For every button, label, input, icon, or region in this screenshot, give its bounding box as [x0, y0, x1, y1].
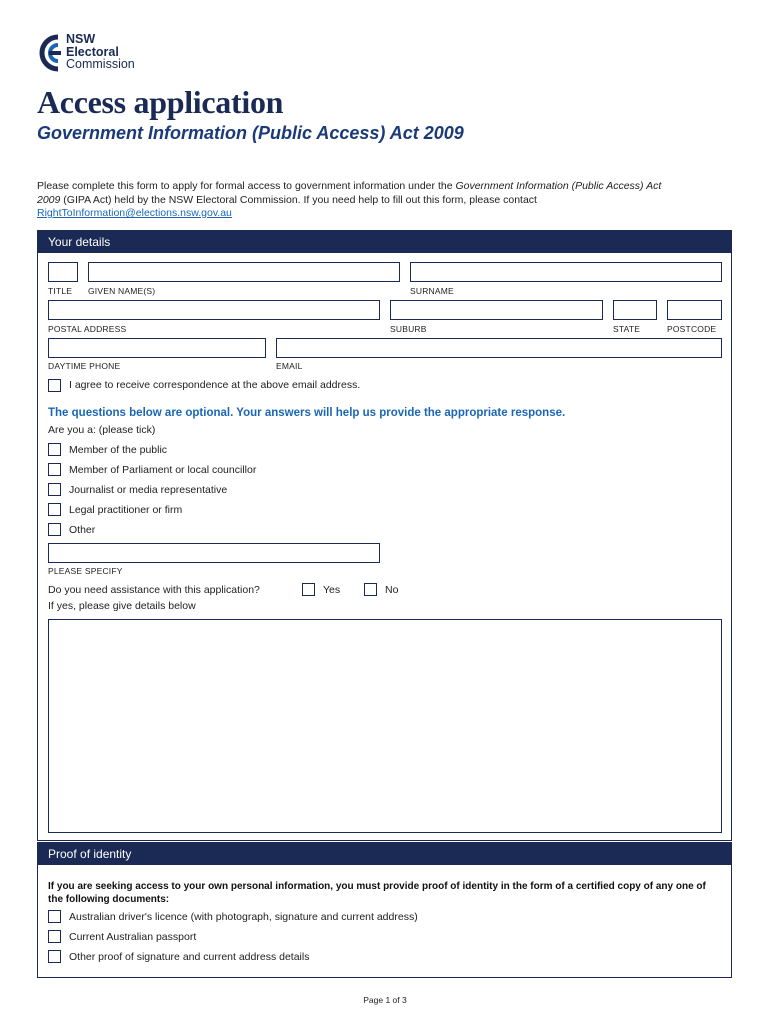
proof-option-label: Other proof of signature and current address details — [69, 951, 310, 963]
please-specify-label: PLEASE SPECIFY — [48, 566, 123, 576]
logo-text — [66, 33, 135, 71]
suburb-label: SUBURB — [390, 324, 427, 334]
option-label: Other — [69, 524, 96, 536]
logo-line-2: Electoral — [66, 44, 119, 59]
proof-option-label: Australian driver's licence (with photograph, signature and current address) — [69, 911, 418, 923]
postal-address-label: POSTAL ADDRESS — [48, 324, 127, 334]
surname-label: SURNAME — [410, 286, 454, 296]
title-label: TITLE — [48, 286, 73, 296]
legal-practitioner-checkbox[interactable] — [48, 503, 61, 516]
proof-note: If you are seeking access to your own personal information, you must provide proof of identity in the form of a certified copy of any one of the following documents: — [48, 881, 706, 905]
state-label: STATE — [613, 324, 641, 334]
page-number: Page 1 of 3 — [363, 995, 407, 1005]
your-details-section — [37, 230, 732, 841]
agree-email-label: I agree to receive correspondence at the above email address. — [69, 379, 361, 391]
option-label: Legal practitioner or firm — [69, 504, 183, 516]
journalist-checkbox[interactable] — [48, 483, 61, 496]
page-title: Access application — [37, 84, 284, 120]
nsw-electoral-commission-logo-icon — [36, 33, 66, 73]
daytime-phone-label: DAYTIME PHONE — [48, 361, 121, 371]
email-label: EMAIL — [276, 361, 303, 371]
optional-questions-heading: The questions below are optional. Your answers will help us provide the appropriate response. — [48, 407, 566, 419]
assistance-yes-label: Yes — [323, 584, 341, 596]
if-yes-prompt: If yes, please give details below — [48, 600, 196, 612]
given-names-label: GIVEN NAME(S) — [88, 286, 156, 296]
state-field[interactable] — [613, 300, 657, 320]
email-field[interactable] — [276, 338, 722, 358]
postcode-field[interactable] — [667, 300, 722, 320]
postcode-label: POSTCODE — [667, 324, 717, 334]
proof-option-label: Current Australian passport — [69, 931, 197, 943]
passport-checkbox[interactable] — [48, 930, 61, 943]
suburb-field[interactable] — [390, 300, 603, 320]
contact-email-link[interactable]: RightToInformation@elections.nsw.gov.au — [37, 207, 232, 219]
assistance-question: Do you need assistance with this application? — [48, 584, 260, 596]
please-specify-field[interactable] — [48, 543, 380, 563]
page-subtitle: Government Information (Public Access) Act 2009 — [37, 123, 464, 143]
option-label: Journalist or media representative — [69, 484, 228, 496]
intro-text-1: Please complete this form to apply for formal access to government information under the — [37, 180, 456, 192]
assistance-no-checkbox[interactable] — [364, 583, 377, 596]
intro-act-name: Government Information (Public Access) Act 2009 — [37, 180, 662, 206]
option-label: Member of the public — [69, 444, 168, 456]
logo-line-1: NSW — [66, 32, 96, 46]
drivers-licence-checkbox[interactable] — [48, 910, 61, 923]
surname-field[interactable] — [410, 262, 722, 282]
member-of-public-checkbox[interactable] — [48, 443, 61, 456]
given-names-field[interactable] — [88, 262, 400, 282]
are-you-prompt: Are you a: (please tick) — [48, 424, 156, 436]
member-of-parliament-checkbox[interactable] — [48, 463, 61, 476]
option-label: Member of Parliament or local councillor — [69, 464, 257, 476]
postal-address-field[interactable] — [48, 300, 380, 320]
logo-line-3: Commission — [66, 57, 135, 71]
agree-email-checkbox[interactable] — [48, 379, 61, 392]
assistance-details-textarea[interactable] — [48, 619, 722, 833]
proof-of-identity-heading: Proof of identity — [38, 843, 731, 865]
other-proof-checkbox[interactable] — [48, 950, 61, 963]
your-details-heading: Your details — [38, 231, 731, 253]
intro-text-2: (GIPA Act) held by the NSW Electoral Commission. If you need help to fill out this form, please contact — [60, 193, 537, 206]
proof-of-identity-section — [37, 842, 732, 978]
other-checkbox[interactable] — [48, 523, 61, 536]
intro-paragraph — [37, 180, 677, 221]
assistance-no-label: No — [385, 584, 399, 596]
assistance-yes-checkbox[interactable] — [302, 583, 315, 596]
title-field[interactable] — [48, 262, 78, 282]
daytime-phone-field[interactable] — [48, 338, 266, 358]
